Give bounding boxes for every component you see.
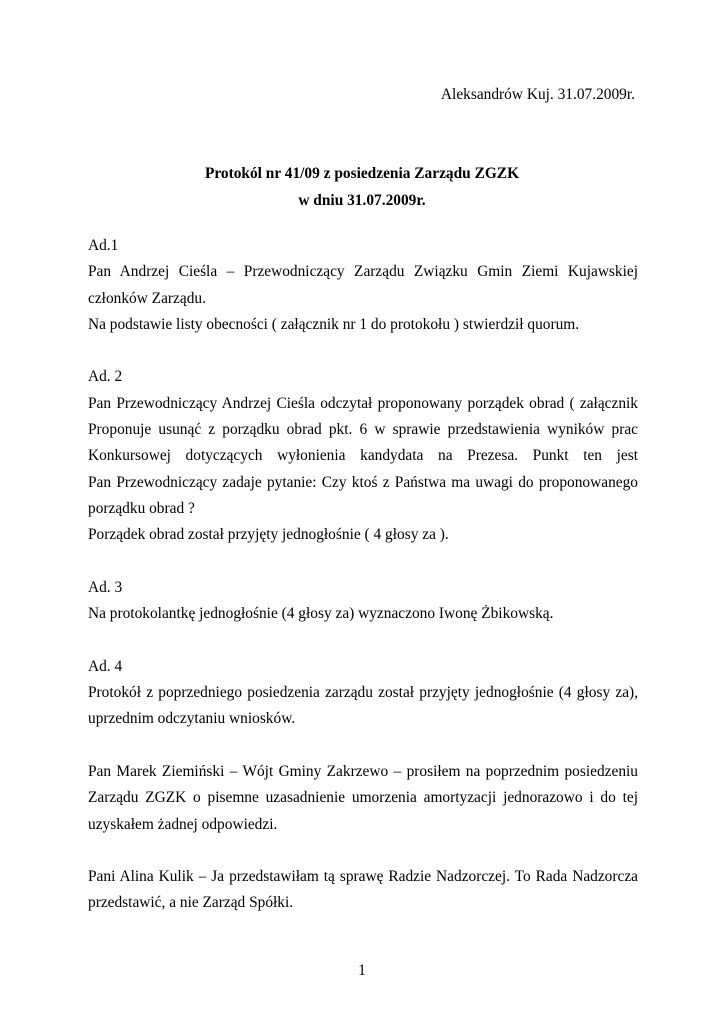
document-body	[88, 233, 638, 917]
paragraph-line: Pani Alina Kulik – Ja przedstawiłam tą sprawę Radzie Nadzorczej. To Rada Nadzorcza	[88, 868, 638, 886]
paragraph-line: Proponuje usunąć z porządku obrad pkt. 6 w sprawie przedstawienia wyników prac	[88, 421, 638, 439]
paragraph-ziemianski	[88, 759, 638, 838]
paragraph-line: Porządek obrad został przyjęty jednogłośnie ( 4 głosy za ).	[88, 526, 449, 544]
paragraph-line: Pan Przewodniczący zadaje pytanie: Czy ktoś z Państwa ma uwagi do proponowanego	[88, 473, 638, 491]
section-ad3	[88, 575, 638, 628]
title-line-1: Protokól nr 41/09 z posiedzenia Zarządu ZGZK	[204, 165, 520, 182]
paragraph-line: Na protokolantkę jednogłośnie (4 głosy za) wyznaczono Iwonę Żbikowską.	[88, 605, 554, 623]
paragraph-line: uzyskałem żadnej odpowiedzi.	[88, 815, 278, 833]
place-date: Aleksandrów Kuj. 31.07.2009r.	[440, 86, 635, 103]
paragraph-line: porządku obrad ?	[88, 499, 195, 517]
paragraph-line: Na podstawie listy obecności ( załącznik nr 1 do protokołu ) stwierdził quorum.	[88, 315, 580, 333]
paragraph-line: Pan Andrzej Cieśla – Przewodniczący Zarządu Związku Gmin Ziemi Kujawskiej	[88, 263, 638, 281]
section-heading: Ad. 2	[88, 368, 123, 386]
page-number: 1	[358, 962, 366, 979]
paragraph-line: członków Zarządu.	[88, 289, 206, 307]
paragraph-kulik	[88, 864, 638, 917]
section-heading: Ad. 4	[88, 657, 123, 675]
section-ad2	[88, 364, 638, 548]
paragraph-line: przedstawić, a nie Zarząd Spółki.	[88, 894, 294, 912]
section-heading: Ad. 3	[88, 578, 123, 596]
paragraph-line: Pan Przewodniczący Andrzej Cieśla odczytał proponowany porządek obrad ( załącznik	[88, 394, 638, 412]
section-heading: Ad.1	[88, 237, 119, 254]
paragraph-line: Zarządu ZGZK o pisemne uzasadnienie umorzenia amortyzacji jednorazowo i do tej	[88, 789, 638, 807]
section-ad4	[88, 654, 638, 733]
section-ad1	[88, 233, 638, 338]
paragraph-line: Pan Marek Ziemiński – Wójt Gminy Zakrzewo – prosiłem na poprzednim posiedzeniu	[88, 762, 638, 780]
title-line-2: w dniu 31.07.2009r.	[298, 192, 426, 209]
paragraph-line: Konkursowej dotyczących wyłonienia kandydata na Prezesa. Punkt ten jest	[88, 447, 638, 465]
document-title	[0, 160, 724, 214]
paragraph-line: Protokół z poprzedniego posiedzenia zarządu został przyjęty jednogłośnie (4 głosy za),	[88, 684, 638, 702]
paragraph-line: uprzednim odczytaniu wniosków.	[88, 710, 296, 728]
